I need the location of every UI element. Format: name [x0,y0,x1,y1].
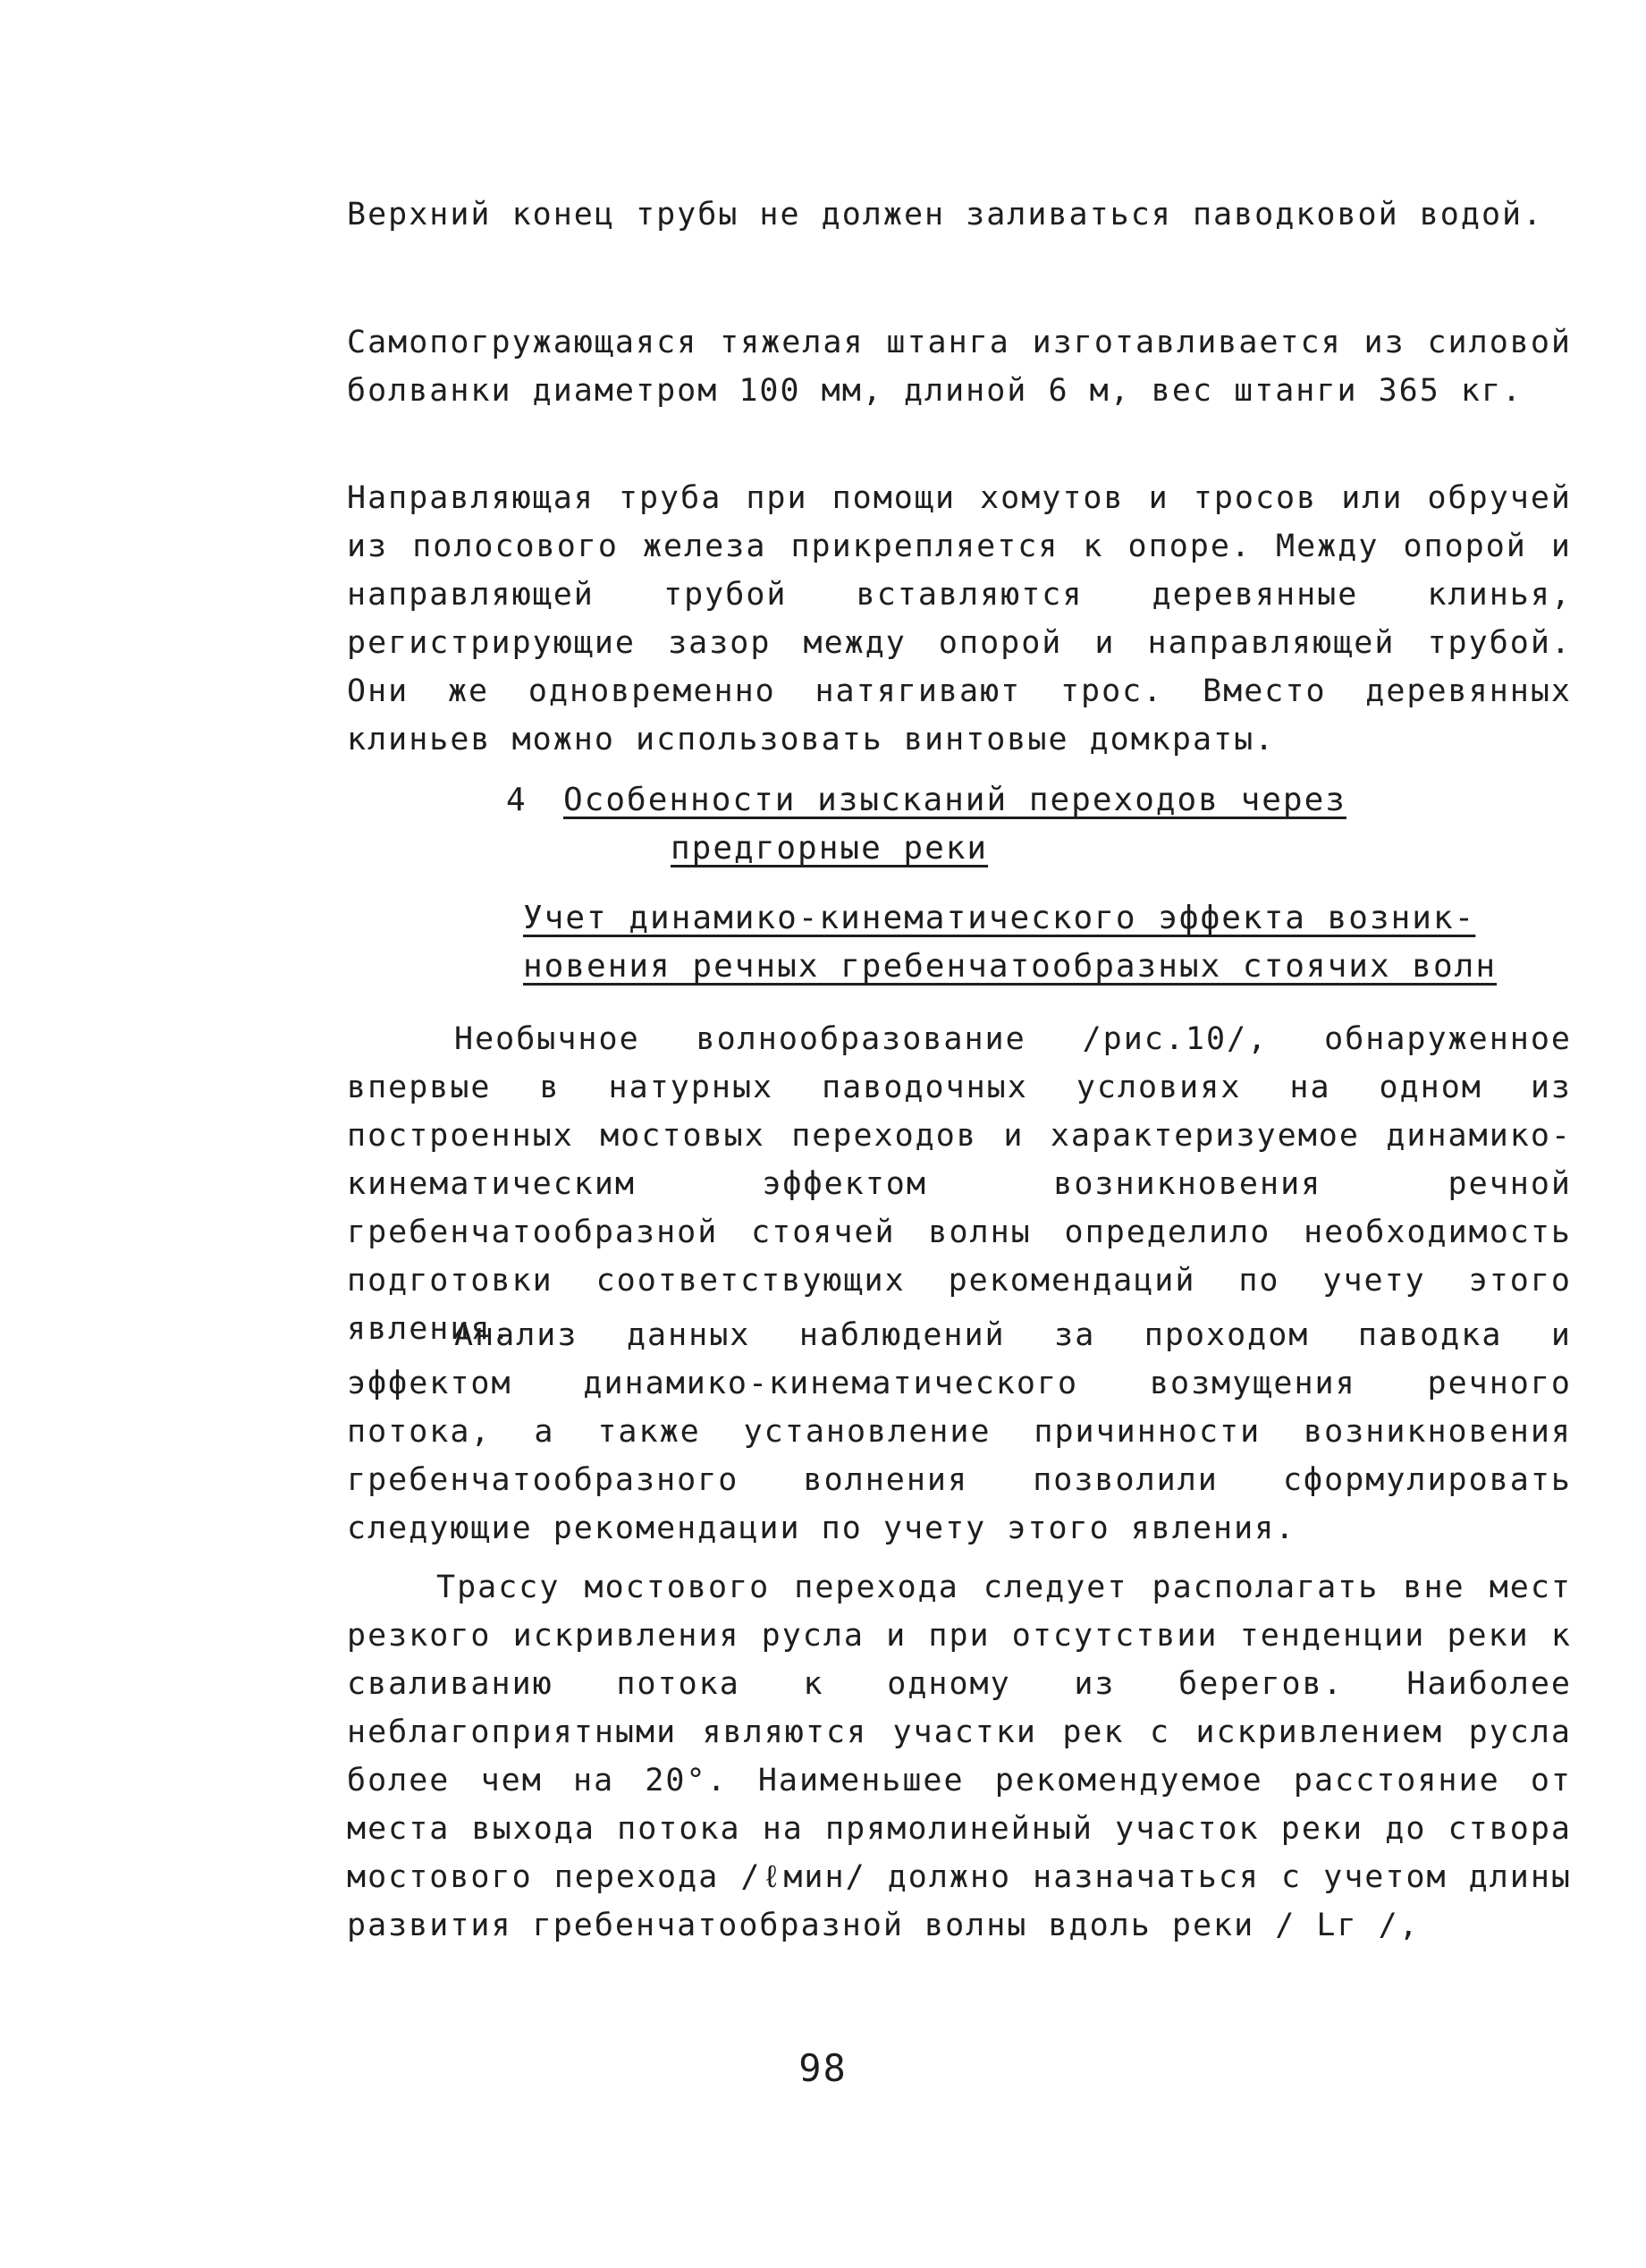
subsection-title-line-1: Учет динамико-кинематического эффекта возник- [523,900,1476,936]
section-title-line-1: Особенности изысканий переходов через [563,782,1346,818]
paragraph-heavy-rod: Самопогружающаяся тяжелая штанга изготавливается из силовой болванки диаметром 100 мм, длиной 6 м, вес штанги 365 кг. [347,325,1572,409]
subsection-title-line-2: новения речных гребенчатообразных стоячих волн [523,948,1497,985]
paragraph-pipe-top: Верхний конец трубы не должен заливаться паводковой водой. [347,197,1544,233]
section-number: 4 [506,782,526,818]
paragraph-wave-formation: Необычное волнообразование /рис.10/, обнаруженное впервые в натурных паводочных условиях на одном из построенных мостовых переходов и характеризуемое динамико-кинематическим эффектом возникновения речной гребенчатообразной стоячей волны определило необходимость подготовки соответствующих рекомендаций по учету этого явления. [347,1021,1572,1347]
section-title-line-2: предгорные реки [671,830,989,867]
page-number: 98 [798,2046,848,2090]
paragraph-analysis: Анализ данных наблюдений за проходом паводка и эффектом динамико-кинематического возмущения речного потока, а также установление причинности возникновения гребенчатообразного волнения позволили сформулировать следующие рекомендации по учету этого явления. [347,1317,1572,1546]
paragraph-guide-pipe: Направляющая труба при помощи хомутов и тросов или обручей из полосового железа прикрепляется к опоре. Между опорой и направляющей трубой вставляются деревянные клинья, регистрирующие зазор между опорой и направляющей трубой. Они же одновременно натягивают трос. Вместо деревянных клиньев можно использовать винтовые домкраты. [347,480,1572,757]
paragraph-route-recommendation: Трассу мостового перехода следует располагать вне мест резкого искривления русла и при отсутствии тенденции реки к сваливанию потока к одному из берегов. Наиболее неблагоприятными являются участки рек с искривлением русла более чем на 20°. Наименьшее рекомендуемое расстояние от места выхода потока на прямолинейный участок реки до створа мостового перехода /ℓмин/ должно назначаться с учетом длины развития гребенчатообразной волны вдоль реки / Lг /, [347,1570,1572,1943]
